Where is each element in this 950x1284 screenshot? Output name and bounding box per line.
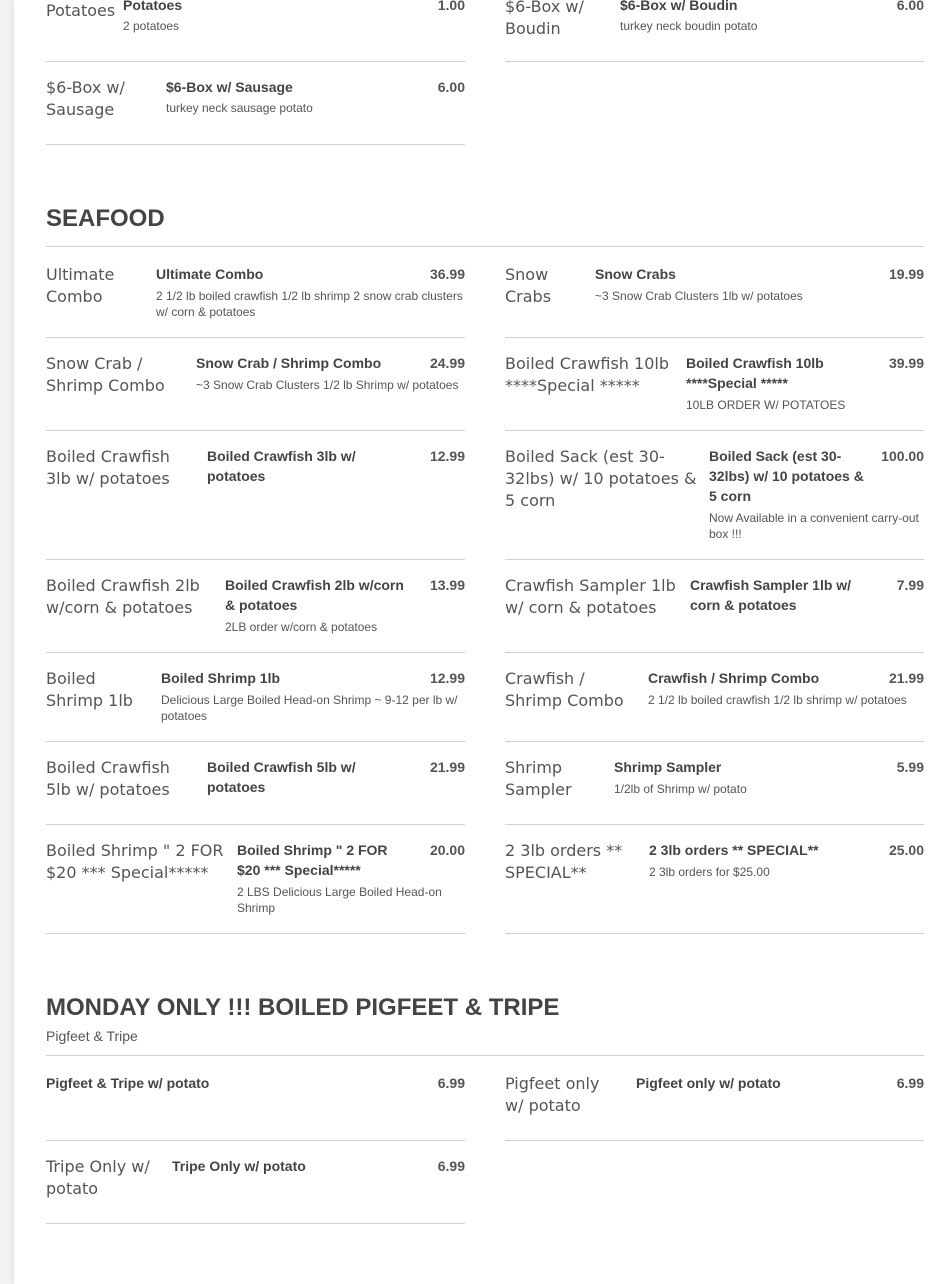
item-name: $6-Box w/ Sausage — [166, 79, 293, 95]
section-title-seafood: SEAFOOD — [46, 205, 165, 232]
item-price: 5.99 — [896, 759, 924, 775]
item-price: 21.99 — [429, 759, 465, 775]
menu-item[interactable] — [46, 575, 465, 653]
item-price: 12.99 — [429, 448, 465, 464]
item-price: 6.99 — [437, 1075, 465, 1091]
item-description: ~3 Snow Crab Clusters 1lb w/ potatoes — [595, 289, 803, 303]
section-divider — [46, 1055, 924, 1056]
item-name: Crawfish / Shrimp Combo — [648, 670, 820, 686]
menu-item[interactable] — [505, 0, 924, 62]
item-description: 2 1/2 lb boiled crawfish 1/2 lb shrimp w/ potatoes — [648, 693, 907, 707]
item-price: 21.99 — [888, 670, 924, 686]
item-name: Boiled Shrimp 1lb — [161, 670, 281, 686]
item-price: 39.99 — [888, 355, 924, 371]
item-description: 2LB order w/corn & potatoes — [225, 620, 378, 634]
item-price: 12.99 — [429, 670, 465, 686]
item-name: Snow Crabs — [595, 266, 676, 282]
item-image: Crawfish Sampler 1lb w/ corn & potatoes — [505, 576, 676, 617]
item-name: Boiled Crawfish 5lb w/ potatoes — [207, 759, 356, 795]
menu-item[interactable] — [46, 668, 465, 742]
menu-item[interactable] — [46, 446, 465, 560]
item-image: Boiled Crawfish 10lb ****Special ***** — [505, 354, 669, 395]
section-divider — [46, 246, 924, 247]
item-name: Boiled Shrimp " 2 FOR $20 *** Special***** — [237, 842, 388, 878]
item-name: Crawfish Sampler 1lb w/ corn & potatoes — [690, 577, 852, 613]
menu-item[interactable] — [505, 264, 924, 338]
section-title-monday: MONDAY ONLY !!! BOILED PIGFEET & TRIPE — [46, 994, 560, 1021]
item-price: 6.99 — [437, 1158, 465, 1174]
item-image: Shrimp Sampler — [505, 758, 572, 799]
item-price: 25.00 — [888, 842, 924, 858]
item-image: Tripe Only w/ potato — [46, 1157, 150, 1198]
menu-item[interactable] — [46, 353, 465, 431]
item-image: Ultimate Combo — [46, 265, 115, 306]
item-description: turkey neck sausage potato — [166, 101, 313, 115]
item-image: Crawfish / Shrimp Combo — [505, 669, 624, 710]
item-name: $6-Box w/ Boudin — [620, 0, 738, 13]
menu-item[interactable] — [46, 0, 465, 62]
menu-item[interactable] — [46, 264, 465, 338]
item-image: Boiled Sack (est 30-32lbs) w/ 10 potatoes & 5 corn — [505, 447, 697, 510]
item-image: Potatoes — [46, 1, 116, 20]
menu-item[interactable] — [505, 575, 924, 653]
item-image: Pigfeet only w/ potato — [505, 1074, 600, 1115]
item-name: Pigfeet & Tripe w/ potato — [46, 1075, 210, 1091]
menu-item[interactable] — [46, 1156, 465, 1224]
item-name: Boiled Crawfish 3lb w/ potatoes — [207, 448, 356, 484]
section-subtitle: Pigfeet & Tripe — [46, 1028, 138, 1044]
menu-item[interactable] — [505, 840, 924, 934]
menu-item[interactable] — [46, 757, 465, 825]
item-name: Tripe Only w/ potato — [172, 1158, 306, 1174]
item-price: 24.99 — [429, 355, 465, 371]
menu-item[interactable] — [505, 1073, 924, 1141]
item-image: Boiled Crawfish 2lb w/corn & potatoes — [46, 576, 200, 617]
item-price: 1.00 — [437, 0, 465, 13]
item-description: 2 3lb orders for $25.00 — [649, 865, 770, 879]
item-image: Snow Crabs — [505, 265, 552, 306]
item-price: 20.00 — [429, 842, 465, 858]
item-price: 6.00 — [896, 0, 924, 13]
item-description: 2 1/2 lb boiled crawfish 1/2 lb shrimp 2 snow crab clusters w/ corn & potatoes — [156, 289, 463, 319]
item-image: $6-Box w/ Sausage — [46, 78, 125, 119]
item-price: 6.00 — [437, 79, 465, 95]
item-name: Boiled Crawfish 2lb w/corn & potatoes — [225, 577, 404, 613]
item-description: Now Available in a convenient carry-out box !!! — [709, 511, 919, 541]
item-name: Shrimp Sampler — [614, 759, 722, 775]
menu-page — [14, 0, 950, 1284]
menu-item[interactable] — [46, 1073, 465, 1141]
item-price: 7.99 — [896, 577, 924, 593]
menu-item[interactable] — [46, 77, 465, 145]
item-description: ~3 Snow Crab Clusters 1/2 lb Shrimp w/ potatoes — [196, 378, 459, 392]
item-name: Potatoes — [123, 0, 183, 13]
menu-item[interactable] — [505, 668, 924, 742]
item-name: Boiled Sack (est 30-32lbs) w/ 10 potatoes & 5 corn — [709, 448, 864, 504]
menu-item[interactable] — [46, 840, 465, 934]
item-name: Boiled Crawfish 10lb ****Special ***** — [686, 355, 824, 391]
menu-item[interactable] — [505, 757, 924, 825]
item-price: 6.99 — [896, 1075, 924, 1091]
item-name: Ultimate Combo — [156, 266, 264, 282]
item-price: 36.99 — [429, 266, 465, 282]
item-description: 1/2lb of Shrimp w/ potato — [614, 782, 747, 796]
menu-item[interactable] — [505, 353, 924, 431]
menu-item[interactable] — [505, 446, 924, 560]
item-description: 10LB ORDER W/ POTATOES — [686, 398, 846, 412]
item-description: Delicious Large Boiled Head-on Shrimp ~ 9-12 per lb w/ potatoes — [161, 693, 458, 723]
item-image: Boiled Shrimp " 2 FOR $20 *** Special***** — [46, 841, 224, 882]
item-name: Pigfeet only w/ potato — [636, 1075, 781, 1091]
item-description: 2 LBS Delicious Large Boiled Head-on Shrimp — [237, 885, 442, 915]
item-image: Boiled Crawfish 3lb w/ potatoes — [46, 447, 170, 488]
item-image: $6-Box w/ Boudin — [505, 0, 584, 38]
item-description: 2 potatoes — [123, 19, 180, 33]
item-name: Snow Crab / Shrimp Combo — [196, 355, 382, 371]
item-image: Snow Crab / Shrimp Combo — [46, 354, 165, 395]
item-description: turkey neck boudin potato — [620, 19, 758, 33]
item-name: 2 3lb orders ** SPECIAL** — [649, 842, 819, 858]
item-image: Boiled Crawfish 5lb w/ potatoes — [46, 758, 170, 799]
item-price: 13.99 — [429, 577, 465, 593]
item-image: Boiled Shrimp 1lb — [46, 669, 133, 710]
item-price: 19.99 — [888, 266, 924, 282]
item-image: 2 3lb orders ** SPECIAL** — [505, 841, 623, 882]
item-price: 100.00 — [881, 448, 924, 464]
